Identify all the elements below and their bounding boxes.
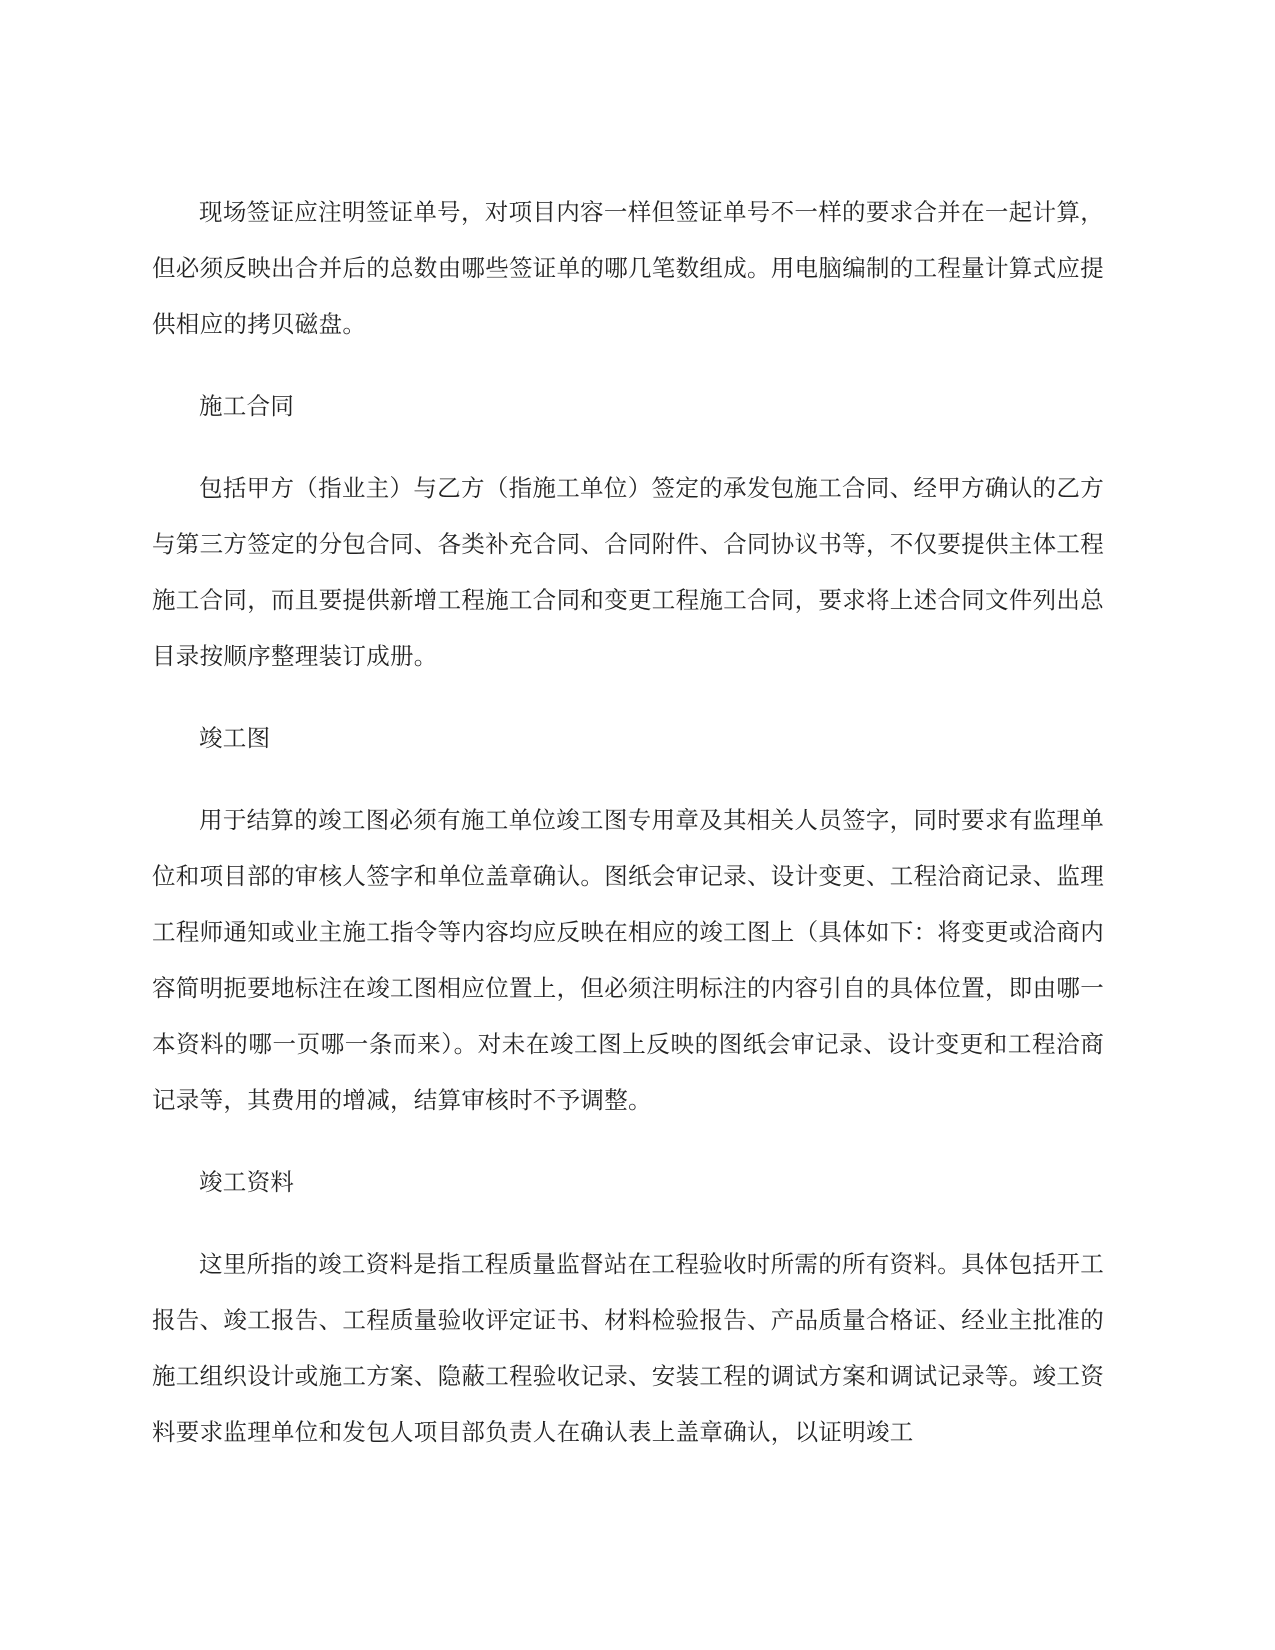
heading-completion-documents: 竣工资料 bbox=[199, 1168, 295, 1196]
paragraph-site-visa: 现场签证应注明签证单号，对项目内容一样但签证单号不一样的要求合并在一起计算，但必须反映出合并后的总数由哪些签证单的哪几笔数组成。用电脑编制的工程量计算式应提供相应的拷贝磁盘。 bbox=[152, 198, 1104, 338]
paragraph-completion-documents: 这里所指的竣工资料是指工程质量监督站在工程验收时所需的所有资料。具体包括开工报告、竣工报告、工程质量验收评定证书、材料检验报告、产品质量合格证、经业主批准的施工组织设计或施工方案、隐蔽工程验收记录、安装工程的调试方案和调试记录等。竣工资料要求监理单位和发包人项目部负责人在确认表上盖章确认，以证明竣工 bbox=[152, 1250, 1104, 1446]
heading-construction-contract: 施工合同 bbox=[199, 392, 295, 420]
paragraph-spacer bbox=[152, 434, 1104, 460]
paragraph-spacer bbox=[152, 352, 1104, 378]
paragraph-construction-contract: 包括甲方（指业主）与乙方（指施工单位）签定的承发包施工合同、经甲方确认的乙方与第三方签定的分包合同、各类补充合同、合同附件、合同协议书等，不仅要提供主体工程施工合同，而且要提供新增工程施工合同和变更工程施工合同，要求将上述合同文件列出总目录按顺序整理装订成册。 bbox=[152, 474, 1104, 670]
paragraph-spacer bbox=[152, 684, 1104, 710]
heading-as-built-drawings: 竣工图 bbox=[199, 724, 271, 752]
document-body bbox=[152, 184, 1104, 1460]
paragraph-spacer bbox=[152, 1128, 1104, 1154]
paragraph-spacer bbox=[152, 766, 1104, 792]
paragraph-as-built-drawings: 用于结算的竣工图必须有施工单位竣工图专用章及其相关人员签字，同时要求有监理单位和项目部的审核人签字和单位盖章确认。图纸会审记录、设计变更、工程洽商记录、监理工程师通知或业主施工指令等内容均应反映在相应的竣工图上（具体如下：将变更或洽商内容简明扼要地标注在竣工图相应位置上，但必须注明标注的内容引自的具体位置，即由哪一本资料的哪一页哪一条而来）。对未在竣工图上反映的图纸会审记录、设计变更和工程洽商记录等，其费用的增减，结算审核时不予调整。 bbox=[152, 806, 1104, 1114]
paragraph-spacer bbox=[152, 1210, 1104, 1236]
